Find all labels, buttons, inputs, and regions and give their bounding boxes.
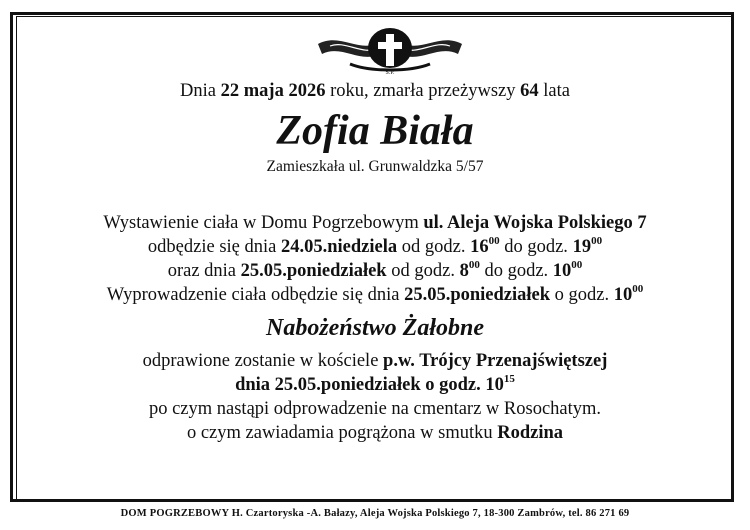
second-day: 25.05.poniedziałek — [240, 261, 387, 281]
service-line-1 — [0, 350, 750, 372]
service-line-3: po czym nastąpi odprowadzenie na cmentarz w Rosochatym. — [148, 399, 602, 419]
age: 64 — [520, 81, 539, 101]
from-hour: 16 — [470, 237, 489, 257]
to-label: do godz. — [504, 237, 568, 257]
from-label: od godz. — [401, 237, 466, 257]
funeral-home-footer: DOM POGRZEBOWY H. Czartoryska -A. Bałazy, Aleja Wojska Polskiego 7, 18-300 Zambrów, tel. 86 271 69 — [120, 508, 630, 519]
second-day-text: oraz dnia — [167, 261, 237, 281]
death-date: 22 maja 2026 — [220, 81, 326, 101]
to-minute: 00 — [571, 258, 583, 271]
from-minute: 00 — [488, 234, 500, 247]
at-label: o godz. — [554, 285, 610, 305]
service-line-2 — [0, 374, 750, 396]
from-label: od godz. — [391, 261, 455, 281]
header-middle: roku, zmarła przeżywszy — [330, 81, 516, 101]
viewing-line-1 — [0, 212, 750, 234]
service-datetime: dnia 25.05.poniedziałek o godz. 10 — [235, 375, 504, 395]
header-suffix: lata — [543, 81, 570, 101]
from-hour: 8 — [459, 261, 469, 281]
cross-ribbon-emblem-icon — [310, 24, 470, 76]
emblem-initials: Ś.P. — [385, 70, 395, 76]
deceased-address: Zamieszkała ul. Grunwaldzka 5/57 — [266, 158, 484, 175]
viewing-line-3 — [0, 260, 750, 282]
viewing-line-4 — [0, 284, 750, 306]
viewing-line-2 — [0, 236, 750, 258]
departure-hour: 10 — [613, 285, 633, 305]
to-hour: 10 — [552, 261, 572, 281]
service-minute: 15 — [503, 372, 515, 385]
departure-text: Wyprowadzenie ciała odbędzie się dnia — [106, 285, 400, 305]
family-text: o czym zawiadamia pogrążona w smutku — [186, 423, 493, 443]
viewing-day: 24.05.niedziela — [280, 237, 398, 257]
death-notice-line — [0, 80, 750, 102]
family-name: Rodzina — [497, 423, 564, 443]
to-minute: 00 — [591, 234, 603, 247]
departure-day: 25.05.poniedziałek — [404, 285, 551, 305]
viewing-place: ul. Aleja Wojska Polskiego 7 — [423, 213, 647, 233]
service-line-4 — [0, 422, 750, 444]
deceased-name: Zofia Biała — [276, 108, 474, 154]
to-hour: 19 — [572, 237, 592, 257]
viewing-text: Wystawienie ciała w Domu Pogrzebowym — [103, 213, 419, 233]
header-prefix: Dnia — [180, 81, 216, 101]
viewing-day-text: odbędzie się dnia — [147, 237, 277, 257]
to-label: do godz. — [484, 261, 549, 281]
service-heading: Nabożeństwo Żałobne — [265, 315, 484, 341]
from-minute: 00 — [468, 258, 480, 271]
service-text: odprawione zostanie w kościele — [142, 351, 379, 371]
departure-minute: 00 — [632, 282, 644, 295]
church-name: p.w. Trójcy Przenajświętszej — [383, 351, 608, 371]
